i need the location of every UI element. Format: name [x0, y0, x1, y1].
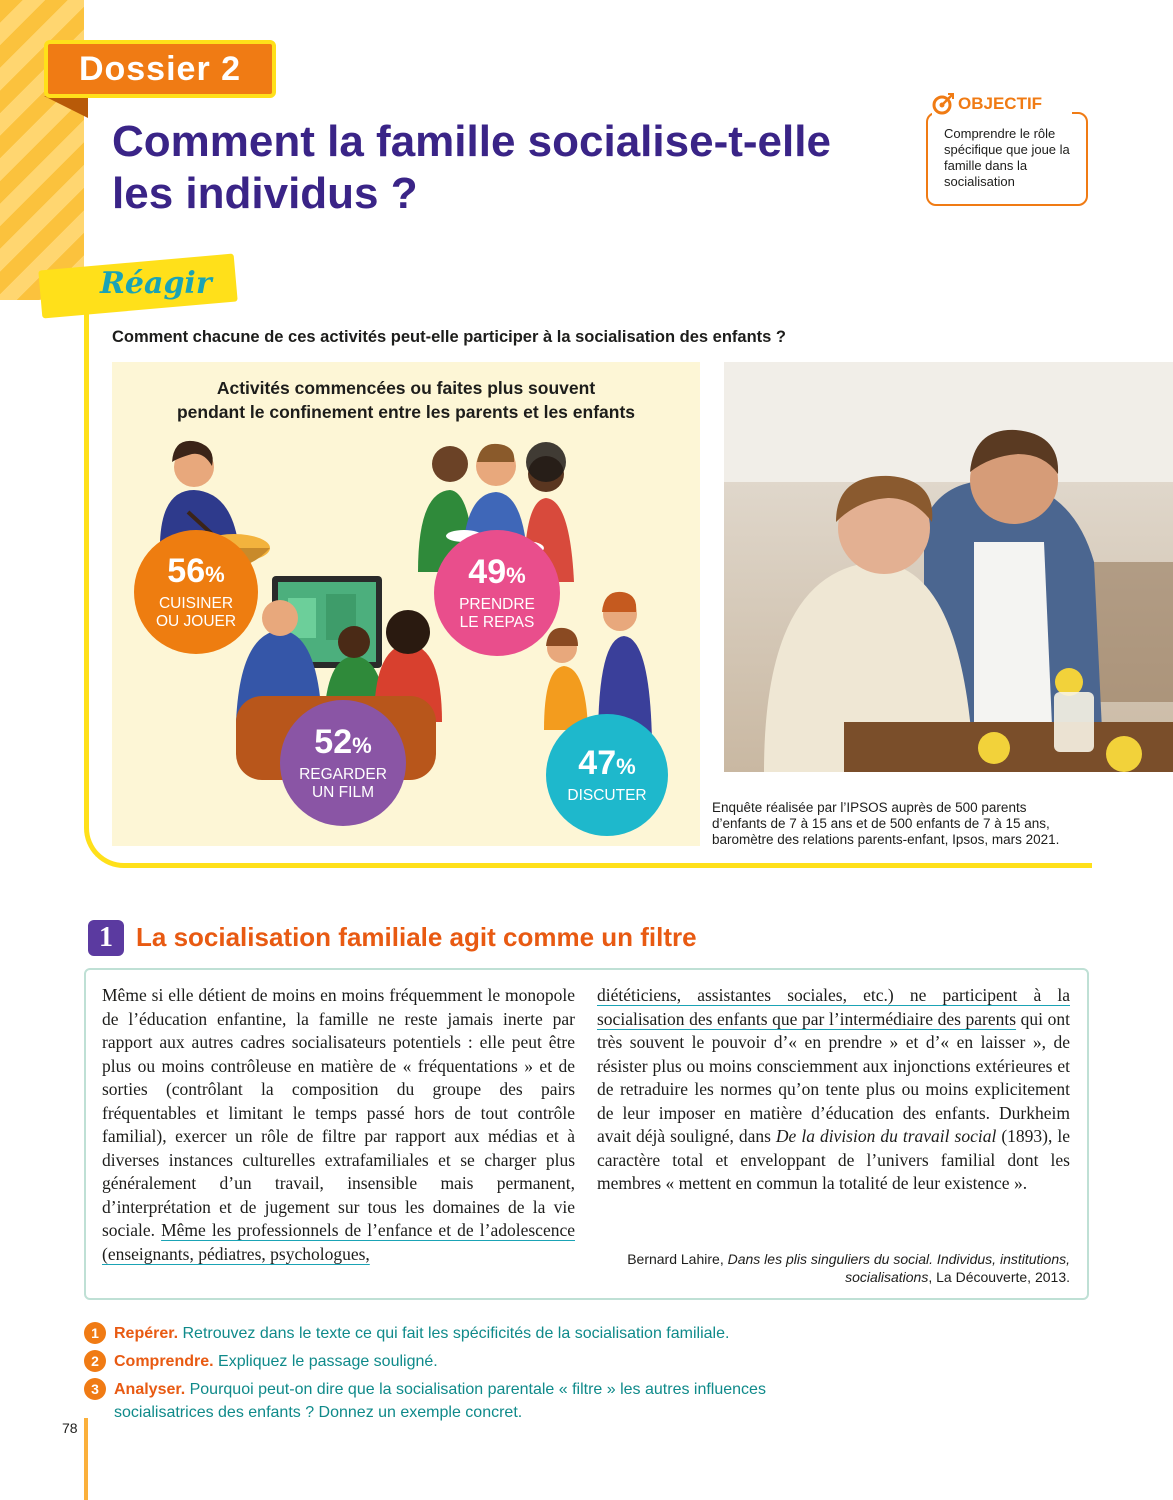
infographic-title: Activités commencées ou faites plus souvent pendant le confinement entre les parents et les enfants — [176, 378, 636, 422]
text-citation: Bernard Lahire, Dans les plis singuliers du social. Individus, institutions, socialisations, La Découverte, 2013. — [627, 1251, 1070, 1285]
stat-caption: REGARDER UN FILM — [299, 766, 387, 801]
question-2: 2 Comprendre. Expliquez le passage souligné. — [84, 1350, 984, 1373]
section-number: 1 — [88, 920, 124, 956]
photo-father-son-cooking — [724, 362, 1173, 772]
question-1: 1 Repérer. Retrouvez dans le texte ce qui fait les spécificités de la socialisation familiale. — [84, 1322, 984, 1345]
stat-value: 49% — [468, 553, 526, 591]
stat-value: 47% — [578, 744, 636, 782]
target-icon — [932, 93, 954, 115]
stat-bubble-discuter — [546, 714, 668, 836]
infographic-source: Enquête réalisée par l’IPSOS auprès de 500 parents d’enfants de 7 à 15 ans et de 500 enfants de 7 à 15 ans, baromètre des relations parents-enfant, Ipsos, mars 2021. — [712, 800, 1060, 847]
page-number-bar — [84, 1418, 88, 1500]
underlined-passage-2: diététiciens, assistantes sociales, etc.) ne participent à la socialisation des enfants que par l’intermédiaire des parents — [597, 985, 1070, 1029]
reagir-label: Réagir — [100, 266, 212, 301]
section-title: La socialisation familiale agit comme un filtre — [136, 922, 697, 952]
stat-caption: CUISINER OU JOUER — [155, 595, 237, 630]
question-number: 3 — [84, 1378, 106, 1400]
underlined-passage-1: Même les professionnels de l’enfance et de l’adolescence (enseignants, pédiatres, psychologues, — [102, 1220, 575, 1264]
stat-value: 52% — [314, 723, 372, 761]
infographic — [112, 362, 700, 846]
stat-caption: PRENDRE LE REPAS — [459, 596, 535, 631]
question-number: 2 — [84, 1350, 106, 1372]
stat-bubble-cuisiner — [134, 530, 258, 654]
question-number: 1 — [84, 1322, 106, 1344]
page-number: 78 — [62, 1420, 78, 1436]
objective-text: Comprendre le rôle spécifique que joue la famille dans la socialisation — [944, 126, 1070, 189]
photo-illustration — [724, 362, 1173, 772]
tab-fold — [44, 96, 88, 118]
page-title: Comment la famille socialise-t-elle les individus ? — [112, 117, 831, 218]
question-3: 3 Analyser. Pourquoi peut-on dire que la socialisation parentale « filtre » les autres influences socialisatrices des enfants ? Donnez un exemple concret. — [84, 1378, 844, 1424]
text-column-2: diététiciens, assistantes sociales, etc.) ne participent à la socialisation des enfants que par l’intermédiaire des parents qui ont très souvent le pouvoir d’« en prendre » et d’« en laisser », de résister plus ou moins consciemment aux injonctions extérieures et de retraduire les normes qu’on tente plus ou moins explicitement de leur imposer en matière d’éducation des enfants. Durkheim avait déjà souligné, dans De la division du travail social (1893), le caractère total et enveloppant de l’univers familial dont les membres « mettent en commun la totalité de leur existence ». — [597, 985, 1071, 1193]
objective-label: OBJECTIF — [958, 94, 1043, 113]
text-column-1: Même si elle détient de moins en moins fréquemment le monopole de l’éducation enfantine, la famille ne reste jamais inerte par rapport aux autres cadres socialisateurs potentiels : elle peut être plus ou moins contrôleuse en matière de « fréquentations » et de sorties (contrôlant la composition du groupe des pairs fréquentables et limitant le temps passé hors de tout contrôle familial), exercer un rôle de filtre par rapport aux médias et à diverses instances culturelles extrafamiliales et se charger plus généralement d’un travail, insensible mais permanent, d’interprétation et de jugement sur tous les domaines de la vie sociale. Même les professionnels de l’enfance et de l’adolescence (enseignants, pédiatres, psychologues, — [102, 985, 575, 1264]
dossier-tab: Dossier 2 — [44, 40, 276, 98]
stat-bubble-film — [280, 700, 406, 826]
objective-box — [926, 112, 1088, 206]
stat-value: 56% — [167, 552, 225, 590]
objective-header — [932, 92, 1072, 116]
stat-bubble-repas — [434, 530, 560, 656]
stat-caption: DISCUTER — [567, 787, 647, 804]
reagir-question: Comment chacune de ces activités peut-elle participer à la socialisation des enfants ? — [112, 328, 786, 346]
